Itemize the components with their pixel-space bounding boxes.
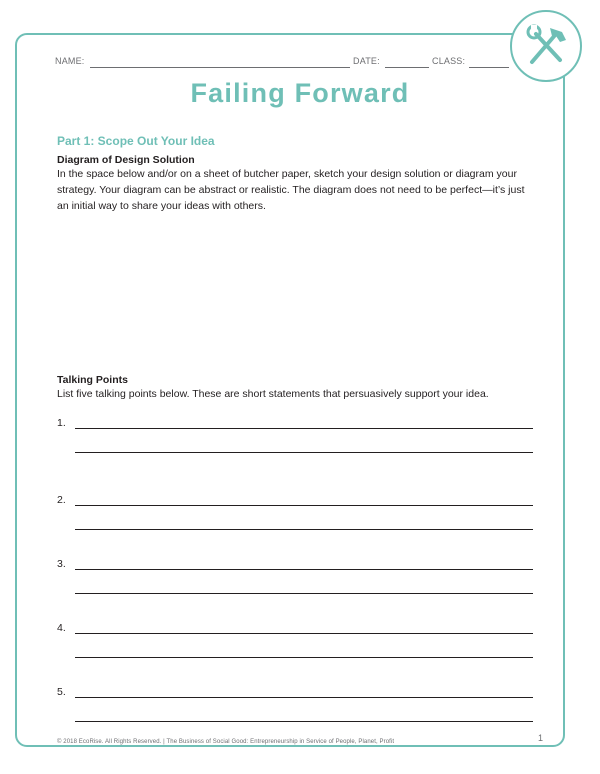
diagram-heading: Diagram of Design Solution xyxy=(57,154,195,166)
talking-points-heading: Talking Points xyxy=(57,374,128,386)
date-field[interactable] xyxy=(385,67,429,68)
talking-point-number: 4. xyxy=(57,622,66,634)
name-field[interactable] xyxy=(90,67,350,68)
class-label: CLASS: xyxy=(432,56,466,66)
page-title: Failing Forward xyxy=(190,78,410,108)
talking-point-line[interactable] xyxy=(75,697,533,698)
talking-point-line[interactable] xyxy=(75,428,533,429)
corner-badge xyxy=(510,10,582,82)
talking-point-number: 3. xyxy=(57,558,66,570)
page-number: 1 xyxy=(538,733,544,743)
class-field[interactable] xyxy=(469,67,509,68)
talking-point-line[interactable] xyxy=(75,633,533,634)
diagram-instructions: In the space below and/or on a sheet of butcher paper, sketch your design solution or diagram your strategy. Your diagram can be abstract or realistic. The diagram does not need to be perfect—it’s just an initial way to share your ideas with others. xyxy=(57,168,525,212)
date-label: DATE: xyxy=(353,56,380,66)
talking-point-line[interactable] xyxy=(75,721,533,722)
talking-point-line[interactable] xyxy=(75,529,533,530)
talking-point-line[interactable] xyxy=(75,657,533,658)
hammer-and-wrench-icon xyxy=(522,22,570,70)
talking-point-number: 2. xyxy=(57,494,66,506)
footer-copyright: © 2018 EcoRise. All Rights Reserved. | The Business of Social Good: Entrepreneurship in Service of People, Planet, Profit xyxy=(57,739,395,745)
name-label: NAME: xyxy=(55,56,85,66)
talking-point-line[interactable] xyxy=(75,569,533,570)
part1-heading: Part 1: Scope Out Your Idea xyxy=(57,134,215,148)
talking-point-line[interactable] xyxy=(75,593,533,594)
talking-point-line[interactable] xyxy=(75,452,533,453)
diagram-area[interactable] xyxy=(57,218,535,368)
talking-points-instructions: List five talking points below. These are short statements that persuasively support your idea. xyxy=(57,388,489,400)
talking-point-number: 5. xyxy=(57,686,66,698)
talking-point-number: 1. xyxy=(57,417,66,429)
talking-point-line[interactable] xyxy=(75,505,533,506)
